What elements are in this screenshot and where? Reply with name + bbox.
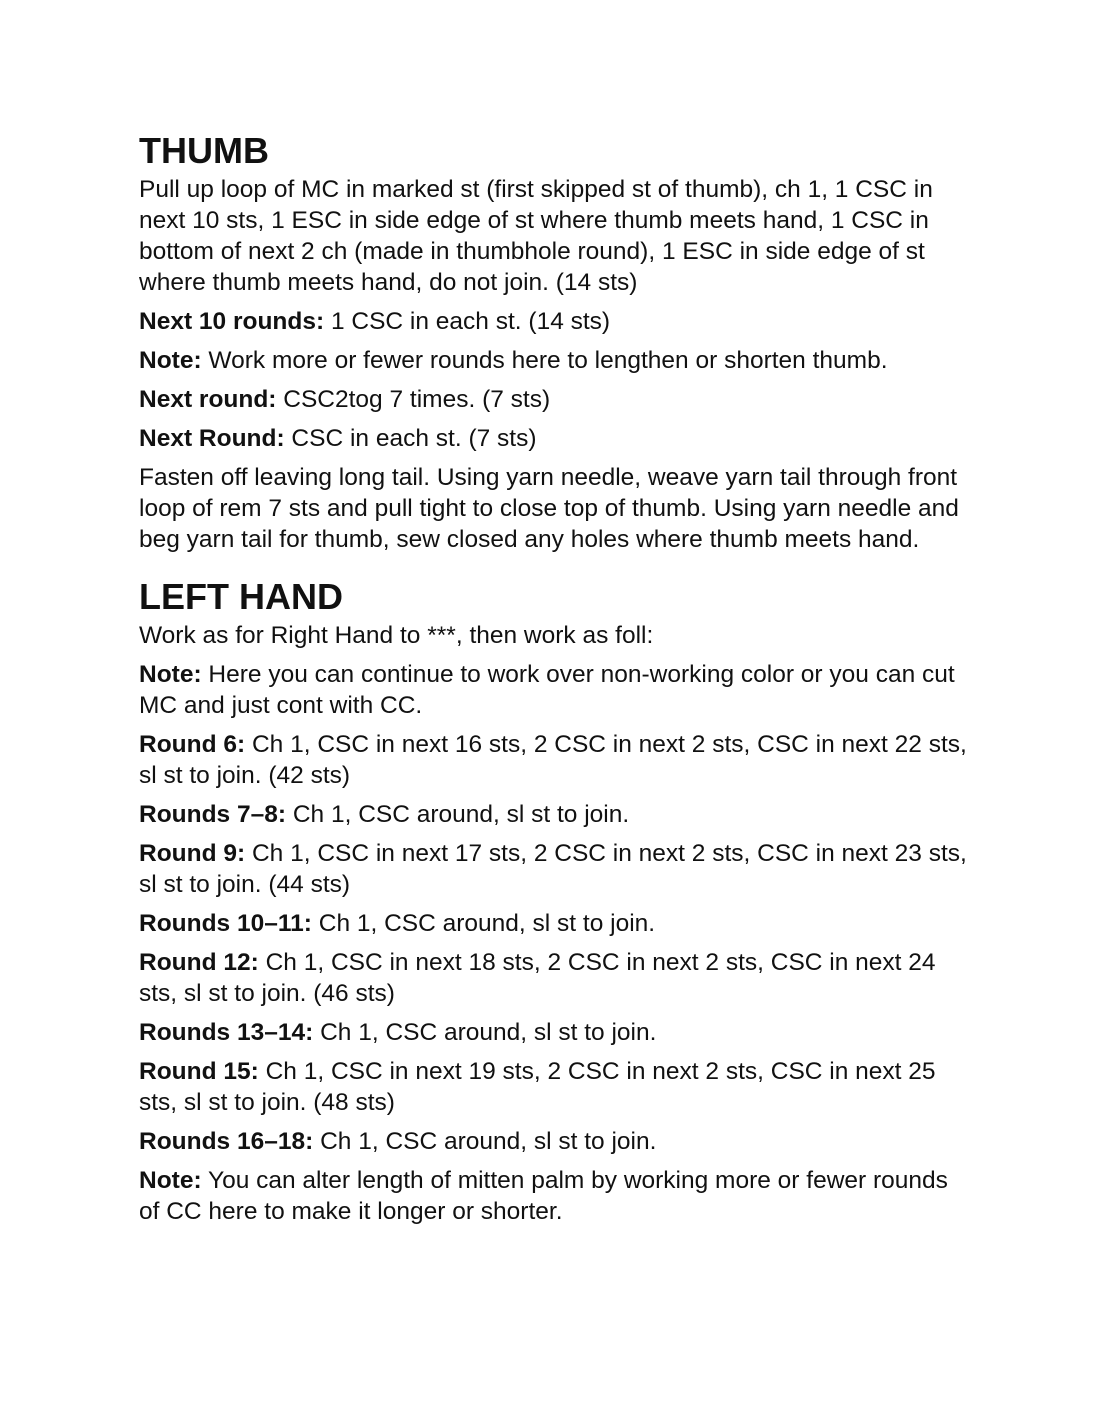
left-hand-step	[139, 659, 969, 721]
step-text: Here you can continue to work over non-working color or you can cut MC and just cont with CC.	[139, 661, 955, 719]
left-hand-step	[139, 838, 969, 900]
step-label: Round 12:	[139, 949, 259, 976]
thumb-intro: Pull up loop of MC in marked st (first skipped st of thumb), ch 1, 1 CSC in next 10 sts, 1 ESC in side edge of st where thumb meets hand, 1 CSC in bottom of next 2 ch (made in thumbhole round), 1 ESC in side edge of st where thumb meets hand, do not join. (14 sts)	[139, 176, 933, 296]
left-hand-intro: Work as for Right Hand to ***, then work as foll:	[139, 622, 654, 649]
thumb-finish: Fasten off leaving long tail. Using yarn needle, weave yarn tail through front loop of rem 7 sts and pull tight to close top of thumb. Using yarn needle and beg yarn tail for thumb, sew closed any holes where thumb meets hand.	[139, 464, 959, 553]
thumb-section	[139, 130, 969, 555]
left-hand-step	[139, 729, 969, 791]
left-hand-step	[139, 1017, 969, 1048]
left-hand-step	[139, 908, 969, 939]
step-text: Ch 1, CSC around, sl st to join.	[313, 1128, 657, 1155]
step-text: Ch 1, CSC in next 18 sts, 2 CSC in next 2 sts, CSC in next 24 sts, sl st to join. (46 sts)	[139, 949, 936, 1007]
step-text: Ch 1, CSC around, sl st to join.	[286, 801, 630, 828]
step-text: Ch 1, CSC in next 19 sts, 2 CSC in next 2 sts, CSC in next 25 sts, sl st to join. (48 sts)	[139, 1058, 936, 1116]
thumb-heading: THUMB	[139, 130, 269, 171]
left-hand-step	[139, 1165, 969, 1227]
left-hand-step	[139, 799, 969, 830]
step-text: CSC in each st. (7 sts)	[284, 425, 537, 452]
step-label: Note:	[139, 661, 202, 688]
thumb-step	[139, 384, 969, 415]
step-label: Rounds 13–14:	[139, 1019, 314, 1046]
left-hand-step	[139, 947, 969, 1009]
step-text: Ch 1, CSC in next 17 sts, 2 CSC in next 2 sts, CSC in next 23 sts, sl st to join. (44 sts)	[139, 840, 967, 898]
left-hand-heading: LEFT HAND	[139, 576, 343, 617]
step-text: Ch 1, CSC around, sl st to join.	[311, 910, 656, 937]
step-text: You can alter length of mitten palm by working more or fewer rounds of CC here to make it longer or shorter.	[139, 1167, 948, 1225]
step-label: Next round:	[139, 386, 277, 413]
step-text: Work more or fewer rounds here to lengthen or shorten thumb.	[201, 347, 888, 374]
step-label: Next Round:	[139, 425, 285, 452]
step-label: Note:	[139, 347, 202, 374]
step-label: Round 9:	[139, 840, 246, 867]
step-label: Round 6:	[139, 731, 246, 758]
left-hand-step	[139, 1056, 969, 1118]
step-label: Note:	[139, 1167, 202, 1194]
step-label: Rounds 7–8:	[139, 801, 287, 828]
left-hand-section	[139, 576, 969, 1227]
step-label: Rounds 10–11:	[139, 910, 312, 937]
thumb-step	[139, 423, 969, 454]
step-text: Ch 1, CSC around, sl st to join.	[313, 1019, 657, 1046]
step-text: 1 CSC in each st. (14 sts)	[324, 308, 611, 335]
step-label: Round 15:	[139, 1058, 259, 1085]
thumb-step	[139, 306, 969, 337]
step-text: CSC2tog 7 times. (7 sts)	[276, 386, 551, 413]
document-page	[139, 130, 969, 1235]
step-label: Next 10 rounds:	[139, 308, 325, 335]
thumb-step	[139, 345, 969, 376]
step-label: Rounds 16–18:	[139, 1128, 314, 1155]
left-hand-step	[139, 1126, 969, 1157]
step-text: Ch 1, CSC in next 16 sts, 2 CSC in next 2 sts, CSC in next 22 sts, sl st to join. (42 sts)	[139, 731, 967, 789]
